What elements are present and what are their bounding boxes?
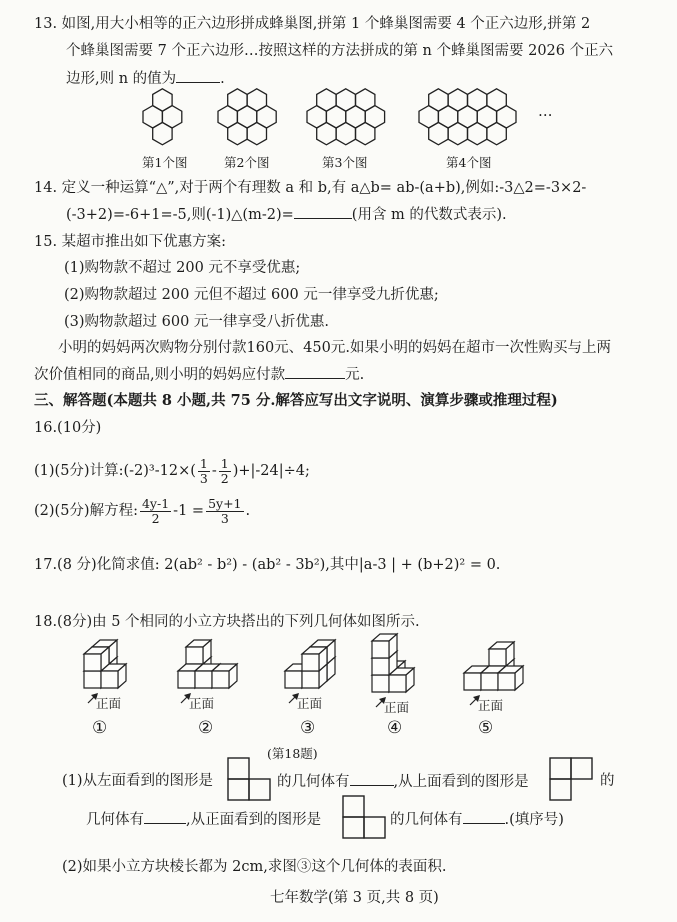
q15-para1: 小明的妈妈两次购物分别付款160元、450元.如果小明的妈妈在超市一次性购买与上两 (58, 340, 611, 356)
front-label-1: 正面 (96, 696, 122, 711)
q18-figure-caption: (第18题) (267, 746, 318, 761)
figure-number-5: ⑤ (478, 718, 494, 738)
q15-para2: 次价值相同的商品,则小明的妈妈应付款 元. (34, 364, 364, 385)
q13-line1: 13. 如图,用大小相等的正六边形拼成蜂巢图,拼第 1 个蜂巢图需要 4 个正六边形,拼第 2 (34, 16, 591, 32)
front-view-answer-blank[interactable] (463, 809, 505, 824)
q14-line2: (-3+2)=-6+1=-5,则(-1)△(m-2)= (用含 m 的代数式表示). (66, 204, 507, 225)
cube-fig-2 (186, 640, 211, 664)
q13-ellipsis: … (538, 104, 553, 120)
q15-option-3: (3)购物款超过 600 元一律享受八折优惠. (64, 314, 330, 330)
q18-sub1-d: 的 (600, 773, 615, 789)
left-view-answer-blank[interactable] (350, 771, 394, 786)
top-view-answer-blank[interactable] (144, 809, 186, 824)
q16-title: 16.(10分) (34, 420, 102, 436)
q18-sub1-line2: 几何体有 ,从正面看到的图形是 (86, 809, 321, 830)
section-3-heading: 三、解答题(本题共 8 小题,共 75 分.解答应写出文字说明、演算步骤或推理过程) (34, 392, 558, 409)
cube-fig-3 (302, 647, 327, 671)
front-label-2: 正面 (189, 696, 215, 711)
q18-part2: (2)如果小立方块棱长都为 2cm,求图③这个几何体的表面积. (62, 859, 447, 875)
q15-line1: 15. 某超市推出如下优惠方案: (34, 234, 227, 250)
front-label-5: 正面 (478, 698, 504, 713)
honeycomb-caption-1: 第1个图 (142, 155, 188, 170)
q18-sub1-a: (1)从左面看到的图形是 (62, 773, 214, 789)
q16-part2: (2)(5分)解方程: $\frac{4y-1}{2}$ -1 = $\frac{5y+1}{3}$ . (34, 495, 251, 526)
honeycomb-caption-4: 第4个图 (446, 155, 492, 170)
page-footer: 七年数学(第 3 页,共 8 页) (270, 890, 439, 906)
q15-option-1: (1)购物款不超过 200 元不享受优惠; (64, 260, 301, 276)
cube-fig-5 (489, 642, 514, 666)
cube-fig-1 (84, 647, 109, 671)
top-view-shape (549, 757, 593, 801)
cube-fig-2 (212, 664, 237, 688)
q17-text: 17.(8 分)化简求值: 2(ab² - b²) - (ab² - 3b²),其中|a-3 | + (b+2)² = 0. (34, 557, 501, 573)
front-view-shape (342, 795, 386, 839)
front-label-4: 正面 (384, 700, 410, 715)
q18-sub1-line2-end: 的几何体有 .(填序号) (390, 809, 564, 830)
figure-number-1: ① (92, 718, 108, 738)
q14-line1: 14. 定义一种运算“△”,对于两个有理数 a 和 b,有 a△b= ab-(a+b),例如:-3△2=-3×2- (34, 180, 587, 196)
q15-option-2: (2)购物款超过 200 元但不超过 600 元一律享受九折优惠; (64, 287, 439, 303)
q18-title: 18.(8分)由 5 个相同的小立方块搭出的下列几何体如图所示. (34, 614, 420, 630)
q13-line2: 个蜂巢图需要 7 个正六边形…按照这样的方法拼成的第 n 个蜂巢图需要 2026 个正六 (66, 43, 614, 59)
left-view-shape (227, 757, 271, 801)
figure-number-4: ④ (387, 718, 403, 738)
q16-part1: (1)(5分)计算:(-2)³-12×( $\frac{1}{3}$ - $\frac{1}{2}$ )+|-24|÷4; (34, 455, 310, 486)
q18-sub1-b: 的几何体有 ,从上面看到的图形是 (277, 771, 529, 792)
cube-fig-5 (498, 666, 523, 690)
figure-number-3: ③ (300, 718, 316, 738)
honeycomb-caption-3: 第3个图 (322, 155, 368, 170)
cube-fig-4 (372, 634, 397, 658)
q13-line3: 边形,则 n 的值为 . (66, 68, 225, 89)
figure-number-2: ② (198, 718, 214, 738)
front-label-3: 正面 (297, 696, 323, 711)
honeycomb-caption-2: 第2个图 (224, 155, 270, 170)
